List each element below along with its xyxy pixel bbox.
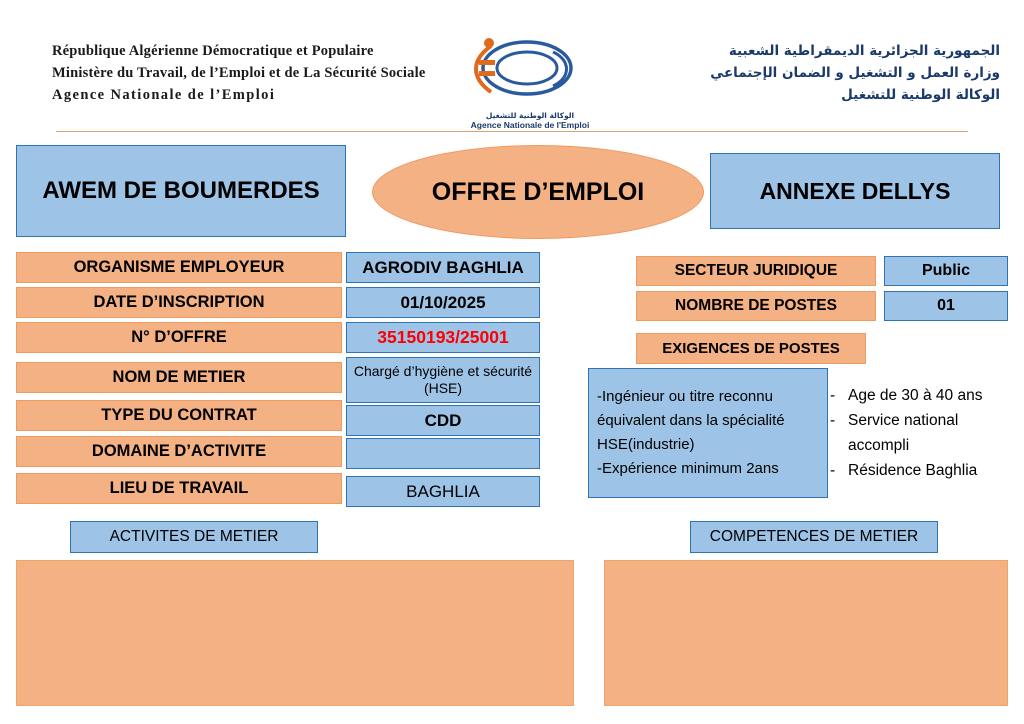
header-arabic-text <box>580 40 1000 106</box>
requirements-right-list <box>828 368 1018 498</box>
requirement-right-text-3: Résidence Baghlia <box>848 462 978 479</box>
row-value-secteur-juridique: Public <box>884 256 1008 286</box>
row-label-nom-de-metier: NOM DE METIER <box>16 362 342 393</box>
annex-badge-dellys: ANNEXE DELLYS <box>710 153 1000 229</box>
requirements-header: EXIGENCES DE POSTES <box>636 333 866 364</box>
requirement-right-item-3 <box>830 458 1016 483</box>
row-value-lieu-de-travail: BAGHLIA <box>346 476 540 507</box>
header-arabic-line-3: الوكالة الوطنية للتشغيل <box>841 87 1000 103</box>
row-value-domaine-activite <box>346 438 540 469</box>
anem-logo-icon <box>465 30 595 108</box>
row-label-date-inscription: DATE D’INSCRIPTION <box>16 287 342 318</box>
activities-header: ACTIVITES DE METIER <box>70 521 318 553</box>
row-label-organisme-employeur: ORGANISME EMPLOYEUR <box>16 252 342 283</box>
document-title: OFFRE D’EMPLOI <box>372 145 704 239</box>
logo-caption-arabic: الوكالة الوطنية للتشغيل <box>485 111 575 120</box>
row-label-secteur-juridique: SECTEUR JURIDIQUE <box>636 256 876 286</box>
row-value-nom-de-metier: Chargé d’hygiène et sécurité (HSE) <box>346 357 540 403</box>
requirement-left-item-2: -Expérience minimum 2ans <box>597 460 779 477</box>
header-french-line-2: Ministère du Travail, de l’Emploi et de La Sécurité Sociale <box>52 65 426 81</box>
header-french-line-1: République Algérienne Démocratique et Populaire <box>52 43 374 59</box>
page-header <box>0 30 1024 130</box>
row-value-nombre-de-postes: 01 <box>884 291 1008 321</box>
requirement-right-item-1 <box>830 383 1016 408</box>
header-divider <box>56 131 968 132</box>
row-label-nombre-de-postes: NOMBRE DE POSTES <box>636 291 876 321</box>
logo-caption-french: Agence Nationale de l'Emploi <box>470 120 590 130</box>
row-value-type-du-contrat: CDD <box>346 405 540 436</box>
requirement-right-item-2 <box>830 408 1016 458</box>
row-label-numero-offre: N° D’OFFRE <box>16 322 342 353</box>
row-label-lieu-de-travail: LIEU DE TRAVAIL <box>16 473 342 504</box>
competences-body <box>604 560 1008 706</box>
row-value-numero-offre: 35150193/25001 <box>346 322 540 353</box>
competences-header: COMPETENCES DE METIER <box>690 521 938 553</box>
row-value-date-inscription: 01/10/2025 <box>346 287 540 318</box>
row-label-domaine-activite: DOMAINE D’ACTIVITE <box>16 436 342 467</box>
header-arabic-line-2: وزارة العمل و التشغيل و الضمان الإجتماعي <box>710 65 1000 81</box>
row-label-type-du-contrat: TYPE DU CONTRAT <box>16 400 342 431</box>
requirement-left-item-1: -Ingénieur ou titre reconnu équivalent dans la spécialité HSE(industrie) <box>597 388 785 453</box>
activities-body <box>16 560 574 706</box>
dash-bullet-icon: - <box>830 412 836 429</box>
requirements-left-list <box>588 368 828 498</box>
header-french-line-3: Agence Nationale de l’Emploi <box>52 87 276 103</box>
requirement-right-text-2: Service national accompli <box>848 412 959 454</box>
requirement-right-text-1: Age de 30 à 40 ans <box>848 387 983 404</box>
dash-bullet-icon: - <box>830 387 836 404</box>
header-french-text <box>52 40 452 106</box>
header-arabic-line-1: الجمهورية الجزائرية الديمقراطية الشعبية <box>728 43 1000 59</box>
row-value-organisme-employeur: AGRODIV BAGHLIA <box>346 252 540 283</box>
dash-bullet-icon: - <box>830 462 836 479</box>
office-badge-awem: AWEM DE BOUMERDES <box>16 145 346 237</box>
